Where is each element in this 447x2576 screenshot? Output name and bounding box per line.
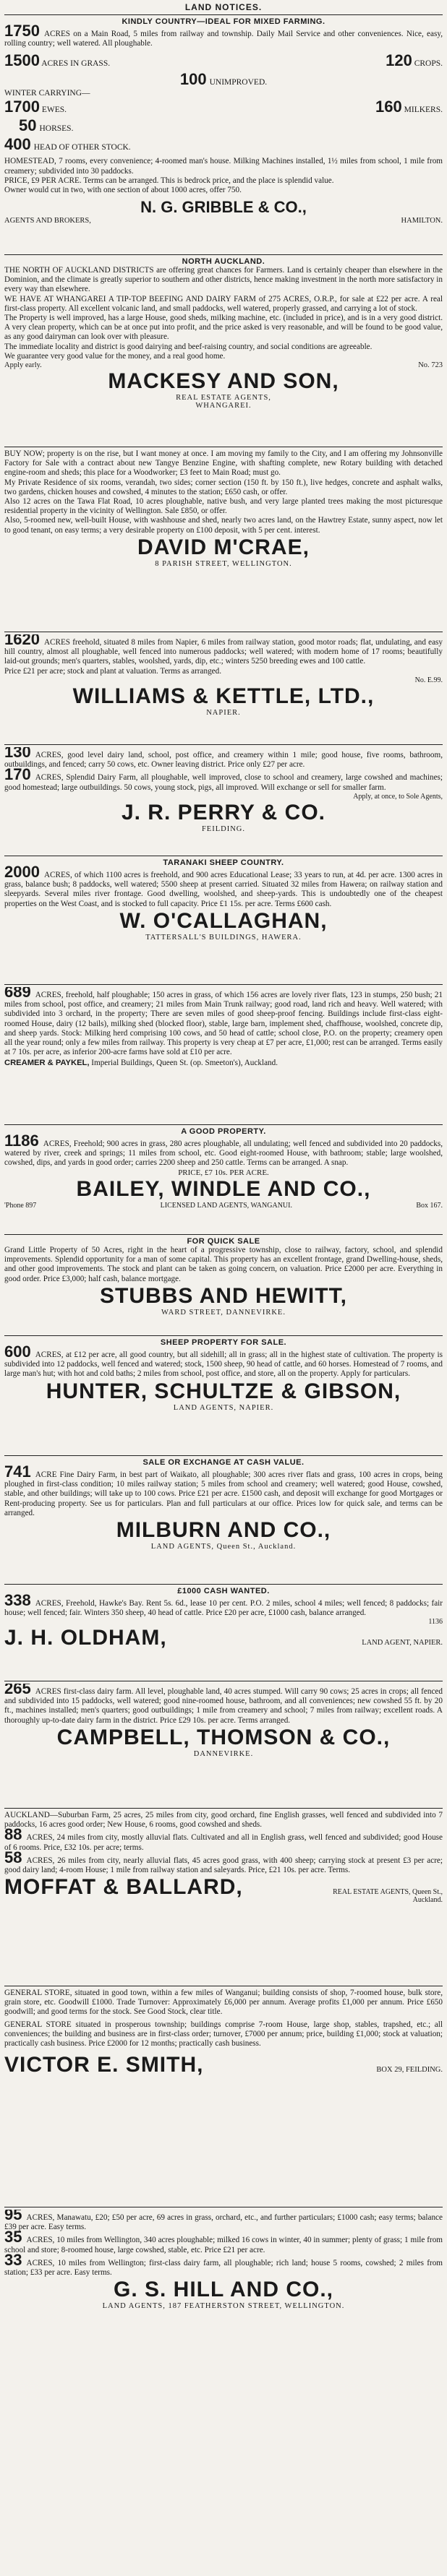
ad-paragraph: GENERAL STORE situated in prosperous township; buildings comprise 7-room House, large shop, stables, trapshed, etc.; all conveniences; the building and business are in first-class order; turnover, £7000 per annum; price, building £1,000; stock at valuation; practically cash business. Price £2000 for 12 months; practically cash business. xyxy=(4,2020,443,2049)
agent-town: DANNEVIRKE. xyxy=(193,1749,254,1758)
agent-name: WILLIAMS & KETTLE, LTD., xyxy=(72,684,375,708)
ad-paragraph: The immediate locality and district is good dairying and beef-raising country, and social conditions are agreeable. xyxy=(4,342,372,351)
ad-paragraph: Also 12 acres on the Tawa Flat Road, 10 acres ploughable, native bush, and very large planted trees making the most picturesque residential property in the vicinity of Wellington. Sale £850, or offer. xyxy=(4,497,443,516)
ad-body: ACRES, freehold, half ploughable; 150 acres in grass, of which 156 acres are lovely river flats, 123 in stumps, 250 bush; 21 miles from school, post office, and creamery; 21 miles from Main Trunk railway; good road, land rich and heavy. Well watered; with subdivided into 3 orchard, in the property; There are seven miles of good sheep-proof fencing. Buildings include first-class eight-roomed House, dairy (12 bails), milking shed (blocked floor), stable, large barn, implement shed, chaffhouse, woolshed, concrete dip, and sheep yards. Stock: Milking herd comprising 100 cows, and 50 head of cattle; school close, P.O. on the property; creamery open all the year round; only a few miles from railway. This property is very cheap at £7 per acre, £1,000; rest can be arranged. Terms easily at 7 10s. per acre, as inferior 200-acre farms have sold at £10 per acre. xyxy=(4,991,443,1057)
agent-name: HUNTER, SCHULTZE & GIBSON, xyxy=(46,1379,401,1403)
agent-role: REAL ESTATE AGENTS, Queen St., Auckland. xyxy=(333,1888,443,1905)
ad-paragraph: ACRES, 24 miles from city, mostly alluvial flats. Cultivated and all in English grass, well fenced and subdivided; good House of 6 rooms. Price, £32 10s. per acre; terms. xyxy=(4,1833,443,1852)
crops-label: CROPS. xyxy=(414,59,443,69)
acres-figure: 689 xyxy=(4,987,31,1001)
horses-figure: 50 xyxy=(19,116,37,135)
agent-role: AGENTS AND BROKERS, xyxy=(4,217,91,225)
ad-paragraph: The Property is well improved, has a large House, good sheds, milking machine, etc. (included in price), and is in a very good district. A very clean property, which can be at once put into profit, and the price asked is very reasonable, and will be found to be good value, as any good dairyman can look over with pleasure. xyxy=(4,314,443,342)
ad-mackesy xyxy=(4,257,443,445)
agent-name: STUBBS AND HEWITT, xyxy=(100,1283,347,1308)
agent-town: WHANGAREI. xyxy=(195,402,252,410)
ad-gs-hill xyxy=(4,2210,443,2571)
agent-name: W. O'CALLAGHAN, xyxy=(119,908,328,933)
ad-paragraph: ACRES, 10 miles from Wellington, 340 acres ploughable; milked 16 cows in winter, 40 in summer; plenty of grass; 1 mile from school and store; 8-roomed house, large cowshed, stable, etc. Price £21 per acre. xyxy=(4,2236,443,2254)
ad-price: Price £21 per acre; stock and plant at valuation. Terms as arranged. xyxy=(4,666,222,676)
acres-figure: 95 xyxy=(4,2210,22,2223)
ad-paragraph: THE NORTH OF AUCKLAND DISTRICTS are offering great chances for Farmers. Land is certainly cheaper than elsewhere in the Dominion, and the climate is greatly superior to southern and other districts, hence making investment in the north more satisfactory in every way than elsewhere. xyxy=(4,266,443,294)
agent-town: HAMILTON. xyxy=(401,217,443,225)
acres-figure: 2000 xyxy=(4,863,40,881)
ad-bailey-windle xyxy=(4,1127,443,1233)
ad-body: ACRES, of which 1100 acres is freehold, and 900 acres Educational Lease; 33 years to run, at 4d. per acre. 1300 acres in grass, balance bush; 8 paddocks, well watered; 5500 sheep at present carried. Situated 32 miles from Hawera; on railway station and sleepyards. Several miles river frontage. Good dwelling, woolshed, and sheep-yards. This is undoubtedly one of the cheapest properties on the West Coast, and is stocked to full capacity. Price £1 15s. per acre. Terms £600 cash. xyxy=(4,871,443,908)
agent-name: VICTOR E. SMITH, xyxy=(4,2053,204,2077)
ad-hunter-schultze xyxy=(4,1338,443,1454)
acres-figure: 35 xyxy=(4,2228,22,2247)
ad-body: ACRES, at £12 per acre, all good country, but all sidehill; all in grass; all in the highest state of cultivation. The property is subdivided into 12 paddocks, well fenced and watered; stock, 1500 sheep, 90 head of cattle, and 60 horses. Homestead of 7 rooms, and large man's hut; with hot and cold baths; 2 miles from school, post office, and store, all on the property. Apply for particulars. xyxy=(4,1351,443,1379)
ad-body: ACRE Fine Dairy Farm, in best part of Waikato, all ploughable; 300 acres river flats and grass, 100 acres in crops, being ploughed in first-class condition; 10 miles railway station; 5 miles from school and creamery; well watered; good House, cowshed, stable, and other buildings; will take up to 100 cows. Price £21 per acre. £1500 cash, and deposit will exchange for good Mortgages or Rent-producing property. See us for particulars. Plan and full particulars at our office. Prices low for quick sale, and terms can be arranged. xyxy=(4,1470,443,1517)
ad-body: ACRES, Freehold, Hawke's Bay. Rent 5s. 6d., lease 10 per cent. P.O. 2 miles, school 4 miles; well fenced; 8 paddocks; fair house; well fenced; fair. Winters 350 sheep, 40 head of cattle. Price £20 per acre, £1000 cash, balance arranged. xyxy=(4,1599,443,1618)
agent-name: CREAMER & PAYKEL, xyxy=(4,1059,90,1068)
ad-creamer-paykel xyxy=(4,987,443,1123)
ad-perry xyxy=(4,747,443,854)
unimproved-figure: 100 xyxy=(179,70,207,89)
acres-figure: 88 xyxy=(4,1825,22,1844)
ad-headline: SALE OR EXCHANGE AT CASH VALUE. xyxy=(142,1458,305,1467)
ewes-figure: 1700 xyxy=(4,98,40,116)
agent-name: N. G. GRIBBLE & CO., xyxy=(140,198,307,217)
ad-ref: 1136 xyxy=(428,1618,443,1627)
ad-intro: ACRES on a Main Road, 5 miles from railway and township. Daily Mail Service and other conveniences. Nice, easy, rolling country; well watered. All ploughable. xyxy=(4,30,443,48)
agent-address: Imperial Buildings, Queen St. (op. Smeeton's), Auckland. xyxy=(91,1059,278,1068)
divider xyxy=(4,1234,443,1235)
unimproved-label: UNIMPROVED. xyxy=(209,78,268,87)
agent-box: BOX 29, FEILDING. xyxy=(376,2066,443,2075)
ad-price: PRICE, £7 10s. PER ACRE. xyxy=(178,1168,269,1177)
crops-figure: 120 xyxy=(386,51,412,70)
agent-name: DAVID M'CRAE, xyxy=(137,535,310,559)
ad-paragraph: We guarantee very good value for the money, and a real good home. xyxy=(4,351,226,361)
agent-role: LICENSED LAND AGENTS, WANGANUI. xyxy=(160,1201,292,1210)
ad-headline: KINDLY COUNTRY—IDEAL FOR MIXED FARMING. xyxy=(122,17,325,26)
ad-body: Grand Little Property of 50 Acres, right in the heart of a progressive township, close to railway, factory, school, and splendid improvements. Splendid opportunity for a man of some capital. This property has an excellent frontage, grand Dwelling-house, sheds, and other good improvements. The stock and plant can be taken as going concern, on valuation. Price £2000 per acre. Everything in good order. Price £3,000; half cash, balance mortgage. xyxy=(4,1246,443,1283)
agent-name: BAILEY, WINDLE AND CO., xyxy=(76,1176,371,1201)
acres-figure: 33 xyxy=(4,2250,22,2269)
divider xyxy=(4,1808,443,1809)
divider xyxy=(4,744,443,745)
ad-ref: No. 723 xyxy=(418,361,443,370)
acres-figure: 600 xyxy=(4,1343,31,1361)
carrying-label: WINTER CARRYING— xyxy=(4,89,90,98)
agent-address: TATTERSALL'S BUILDINGS, HAWERA. xyxy=(145,933,302,942)
agent-box: Box 167. xyxy=(416,1201,443,1210)
agent-name: G. S. HILL AND CO., xyxy=(113,2278,333,2302)
ad-gribble xyxy=(4,17,443,253)
ad-ref: No. E.99. xyxy=(414,676,443,684)
agent-phone: 'Phone 897 xyxy=(4,1201,37,1210)
ad-note: Owner would cut in two, with one section of about 1000 acres, offer 750. xyxy=(4,186,242,195)
acres-figure: 741 xyxy=(4,1463,31,1481)
divider xyxy=(4,14,443,15)
agent-name: MILBURN AND CO., xyxy=(116,1518,331,1543)
agent-address: LAND AGENTS, Queen St., Auckland. xyxy=(150,1543,297,1551)
ad-headline: SHEEP PROPERTY FOR SALE. xyxy=(160,1338,287,1347)
agent-name: J. H. OLDHAM, xyxy=(4,1626,167,1650)
acres-figure: 58 xyxy=(4,1848,22,1866)
ad-campbell-thomson xyxy=(4,1684,443,1806)
ad-paragraph: My Private Residence of six rooms, verandah, two sides; corner section (150 ft. by 150 ft.), live hedges, concrete and asphalt walks, two gardens, chicken houses and cowshed, 4 minutes to the station; £650 cash, or offer. xyxy=(4,478,443,496)
ad-paragraph: ACRES, good level dairy land, school, post office, and creamery within 1 mile; good house, five rooms, bathroom, outbuildings, and fenced; carry 50 cows, etc. Owner leaving district. Price only £27 per acre. xyxy=(4,751,443,770)
ad-headline: £1000 CASH WANTED. xyxy=(177,1587,270,1595)
ad-price: PRICE, £9 PER ACRE. Terms can be arranged. This is bedrock price, and the place is splendid value. xyxy=(4,176,334,185)
apply-note: Apply early. xyxy=(4,361,42,370)
ad-paragraph: Also, 5-roomed new, well-built House, with washhouse and shed, nearly two acres land, on the Hawtrey Estate, sunny aspect, now let to good tenant, on easy terms; a very desirable property on £100 deposit, with 5 per cent. interest. xyxy=(4,516,443,535)
acres-figure: 338 xyxy=(4,1591,31,1609)
page-masthead: LAND NOTICES. xyxy=(184,2,263,12)
ad-paragraph: AUCKLAND—Suburban Farm, 25 acres, 25 miles from city, good orchard, fine English grasses, well fenced and subdivided into 7 paddocks, 16 acres good order; New House, 6 rooms, good cowshed and sheds. xyxy=(4,1811,443,1830)
acres-figure: 130 xyxy=(4,747,31,761)
agent-town: NAPIER. xyxy=(206,708,241,717)
agent-address: 8 PARISH STREET, WELLINGTON. xyxy=(155,559,292,568)
ad-ocallaghan xyxy=(4,858,443,983)
divider xyxy=(4,1584,443,1585)
agent-name: CAMPBELL, THOMSON & CO., xyxy=(56,1725,391,1749)
ad-paragraph: BUY NOW; property is on the rise, but I want money at once. I am moving my family to the City, and I am offering my Johnsonville Factory for Sale with a contract about new Tangye Benzine Engine, with shafting complete, new Rotary building with detached engine-room and sheds; this place for a Woodworker; £3 feet to Main Road; must go. xyxy=(4,449,443,478)
agent-name: MACKESY AND SON, xyxy=(108,369,339,394)
ad-body: HOMESTEAD, 7 rooms, every convenience; 4-roomed man's house. Milking Machines installed, 1½ miles from school, 1 mile from creamery; subdivided into 30 paddocks. xyxy=(4,157,443,176)
agent-name: MOFFAT & BALLARD, xyxy=(4,1875,243,1900)
ad-paragraph: WE HAVE AT WHANGAREI A TIP-TOP BEEFING AND DAIRY FARM of 275 ACRES, O.R.P., for sale at £22 per acre. A real first-class property. All excellent volcanic land, and small paddocks, well watered, properly grassed, and carrying a lot of stock. xyxy=(4,294,443,313)
stock-label: HEAD OF OTHER STOCK. xyxy=(33,143,131,152)
agent-role: LAND AGENTS, NAPIER. xyxy=(173,1403,274,1412)
ad-paragraph: GENERAL STORE, situated in good town, within a few miles of Wanganui; building consists of shop, 7-roomed house, bulk store, grain store, etc. Goodwill £1000. Trade Turnover: Approximately £6,000 per annum. Average profits £1,000 per annum. Price £650 goodwill; and good terms for the stock. See Good Stock, clear title. xyxy=(4,1989,443,2017)
ad-moffat-ballard xyxy=(4,1811,443,1984)
agent-address: WARD STREET, DANNEVIRKE. xyxy=(161,1308,286,1317)
ad-paragraph: ACRES, 10 miles from Wellington; first-class dairy farm, all ploughable; rich land; house 5 rooms, cowshed; 2 miles from station; £33 per acre. Easy terms. xyxy=(4,2258,443,2278)
ad-paragraph: ACRES, Manawatu, £20; £50 per acre, 69 acres in grass, orchard, etc., and further particulars; £1000 cash; easy terms; balance £39 per acre. Easy terms. xyxy=(4,2213,443,2232)
ad-mcrae xyxy=(4,449,443,630)
ad-headline: NORTH AUCKLAND. xyxy=(182,257,265,266)
ad-oldham xyxy=(4,1587,443,1679)
stock-figure: 400 xyxy=(4,135,31,154)
acres-figure: 170 xyxy=(4,765,31,784)
ad-body: ACRES freehold, situated 8 miles from Napier, 6 miles from railway station, good motor roads; flat, undulating, and easy hill country, almost all ploughable, well fenced into numerous paddocks; well watered; with modern home of 17 rooms; beautifully laid-out grounds; men's quarters, stables, woolshed, yards, dip, etc.; winters 5250 breeding ewes and 100 cattle. xyxy=(4,638,443,666)
agent-role: LAND AGENT, NAPIER. xyxy=(362,1639,443,1647)
acres-figure: 1620 xyxy=(4,634,40,648)
ad-milburn xyxy=(4,1458,443,1582)
ad-paragraph: ACRES, Splendid Dairy Farm, all ploughable, well improved, close to school and creamery, large cowshed and machines; good homestead; large outbuildings. 50 cows, young stock, pigs, all improved. Will exchange or sell for smaller farm. xyxy=(4,773,443,792)
divider xyxy=(4,254,443,255)
agent-name: J. R. PERRY & CO. xyxy=(121,800,326,824)
agent-address: LAND AGENTS, 187 FEATHERSTON STREET, WELLINGTON. xyxy=(102,2302,345,2311)
grass-label: ACRES IN GRASS. xyxy=(41,59,111,69)
ad-body: ACRES, Freehold; 900 acres in grass, 280 acres ploughable, all undulating; well fenced and subdivided into 20 paddocks, watered by river, creek and springs; 11 miles from school, etc. Good eight-roomed House, with bathroom; stable; large woolshed, cowshed, dips, and yards in good order; carries 2200 sheep and 250 cattle. Terms can be arranged. A snap. xyxy=(4,1140,443,1168)
horses-label: HORSES. xyxy=(39,124,74,134)
ad-headline: A GOOD PROPERTY. xyxy=(181,1127,266,1136)
agent-role: REAL ESTATE AGENTS, xyxy=(176,394,271,402)
milkers-label: MILKERS. xyxy=(404,105,443,115)
ewes-label: EWES. xyxy=(41,105,67,115)
acres-figure: 1750 xyxy=(4,22,40,40)
ad-paragraph: ACRES, 26 miles from city, nearly alluvial flats, 45 acres good grass, with 400 sheep; carrying stock at present £3 per acre; good dairy land; 4-room House; 1 mile from railway station and saleyards. Price, £21 10s. per acre. Terms. xyxy=(4,1856,443,1875)
divider xyxy=(4,1335,443,1336)
ad-stubbs-hewitt xyxy=(4,1237,443,1334)
ad-headline: FOR QUICK SALE xyxy=(187,1237,260,1246)
acres-figure: 265 xyxy=(4,1684,31,1697)
ad-body: ACRES first-class dairy farm. All level, ploughable land, 40 acres stumped. Will carry 90 cows; 25 acres in crops; all fenced and subdivided into 15 paddocks, well watered; good nine-roomed house, bathroom, and all conveniences; new cowshed 55 ft. by 20 ft., machines installed; men's quarters; good outbuildings; 1 mile from creamery and school; 7 miles from railway; excellent roads. A thoroughly up-to-date dairy farm in the district. Price £29 10s. per acre. Terms arranged. xyxy=(4,1687,443,1725)
agent-town: FEILDING. xyxy=(201,824,246,833)
ad-victor-smith xyxy=(4,1989,443,2205)
divider xyxy=(4,1455,443,1456)
divider xyxy=(4,984,443,985)
grass-figure: 1500 xyxy=(4,51,40,70)
milkers-figure: 160 xyxy=(375,98,402,116)
apply-note: Apply, at once, to Sole Agents, xyxy=(353,792,443,801)
ad-williams-kettle xyxy=(4,634,443,743)
acres-figure: 1186 xyxy=(4,1132,39,1150)
ad-headline: TARANAKI SHEEP COUNTRY. xyxy=(163,858,284,867)
divider xyxy=(4,1124,443,1125)
